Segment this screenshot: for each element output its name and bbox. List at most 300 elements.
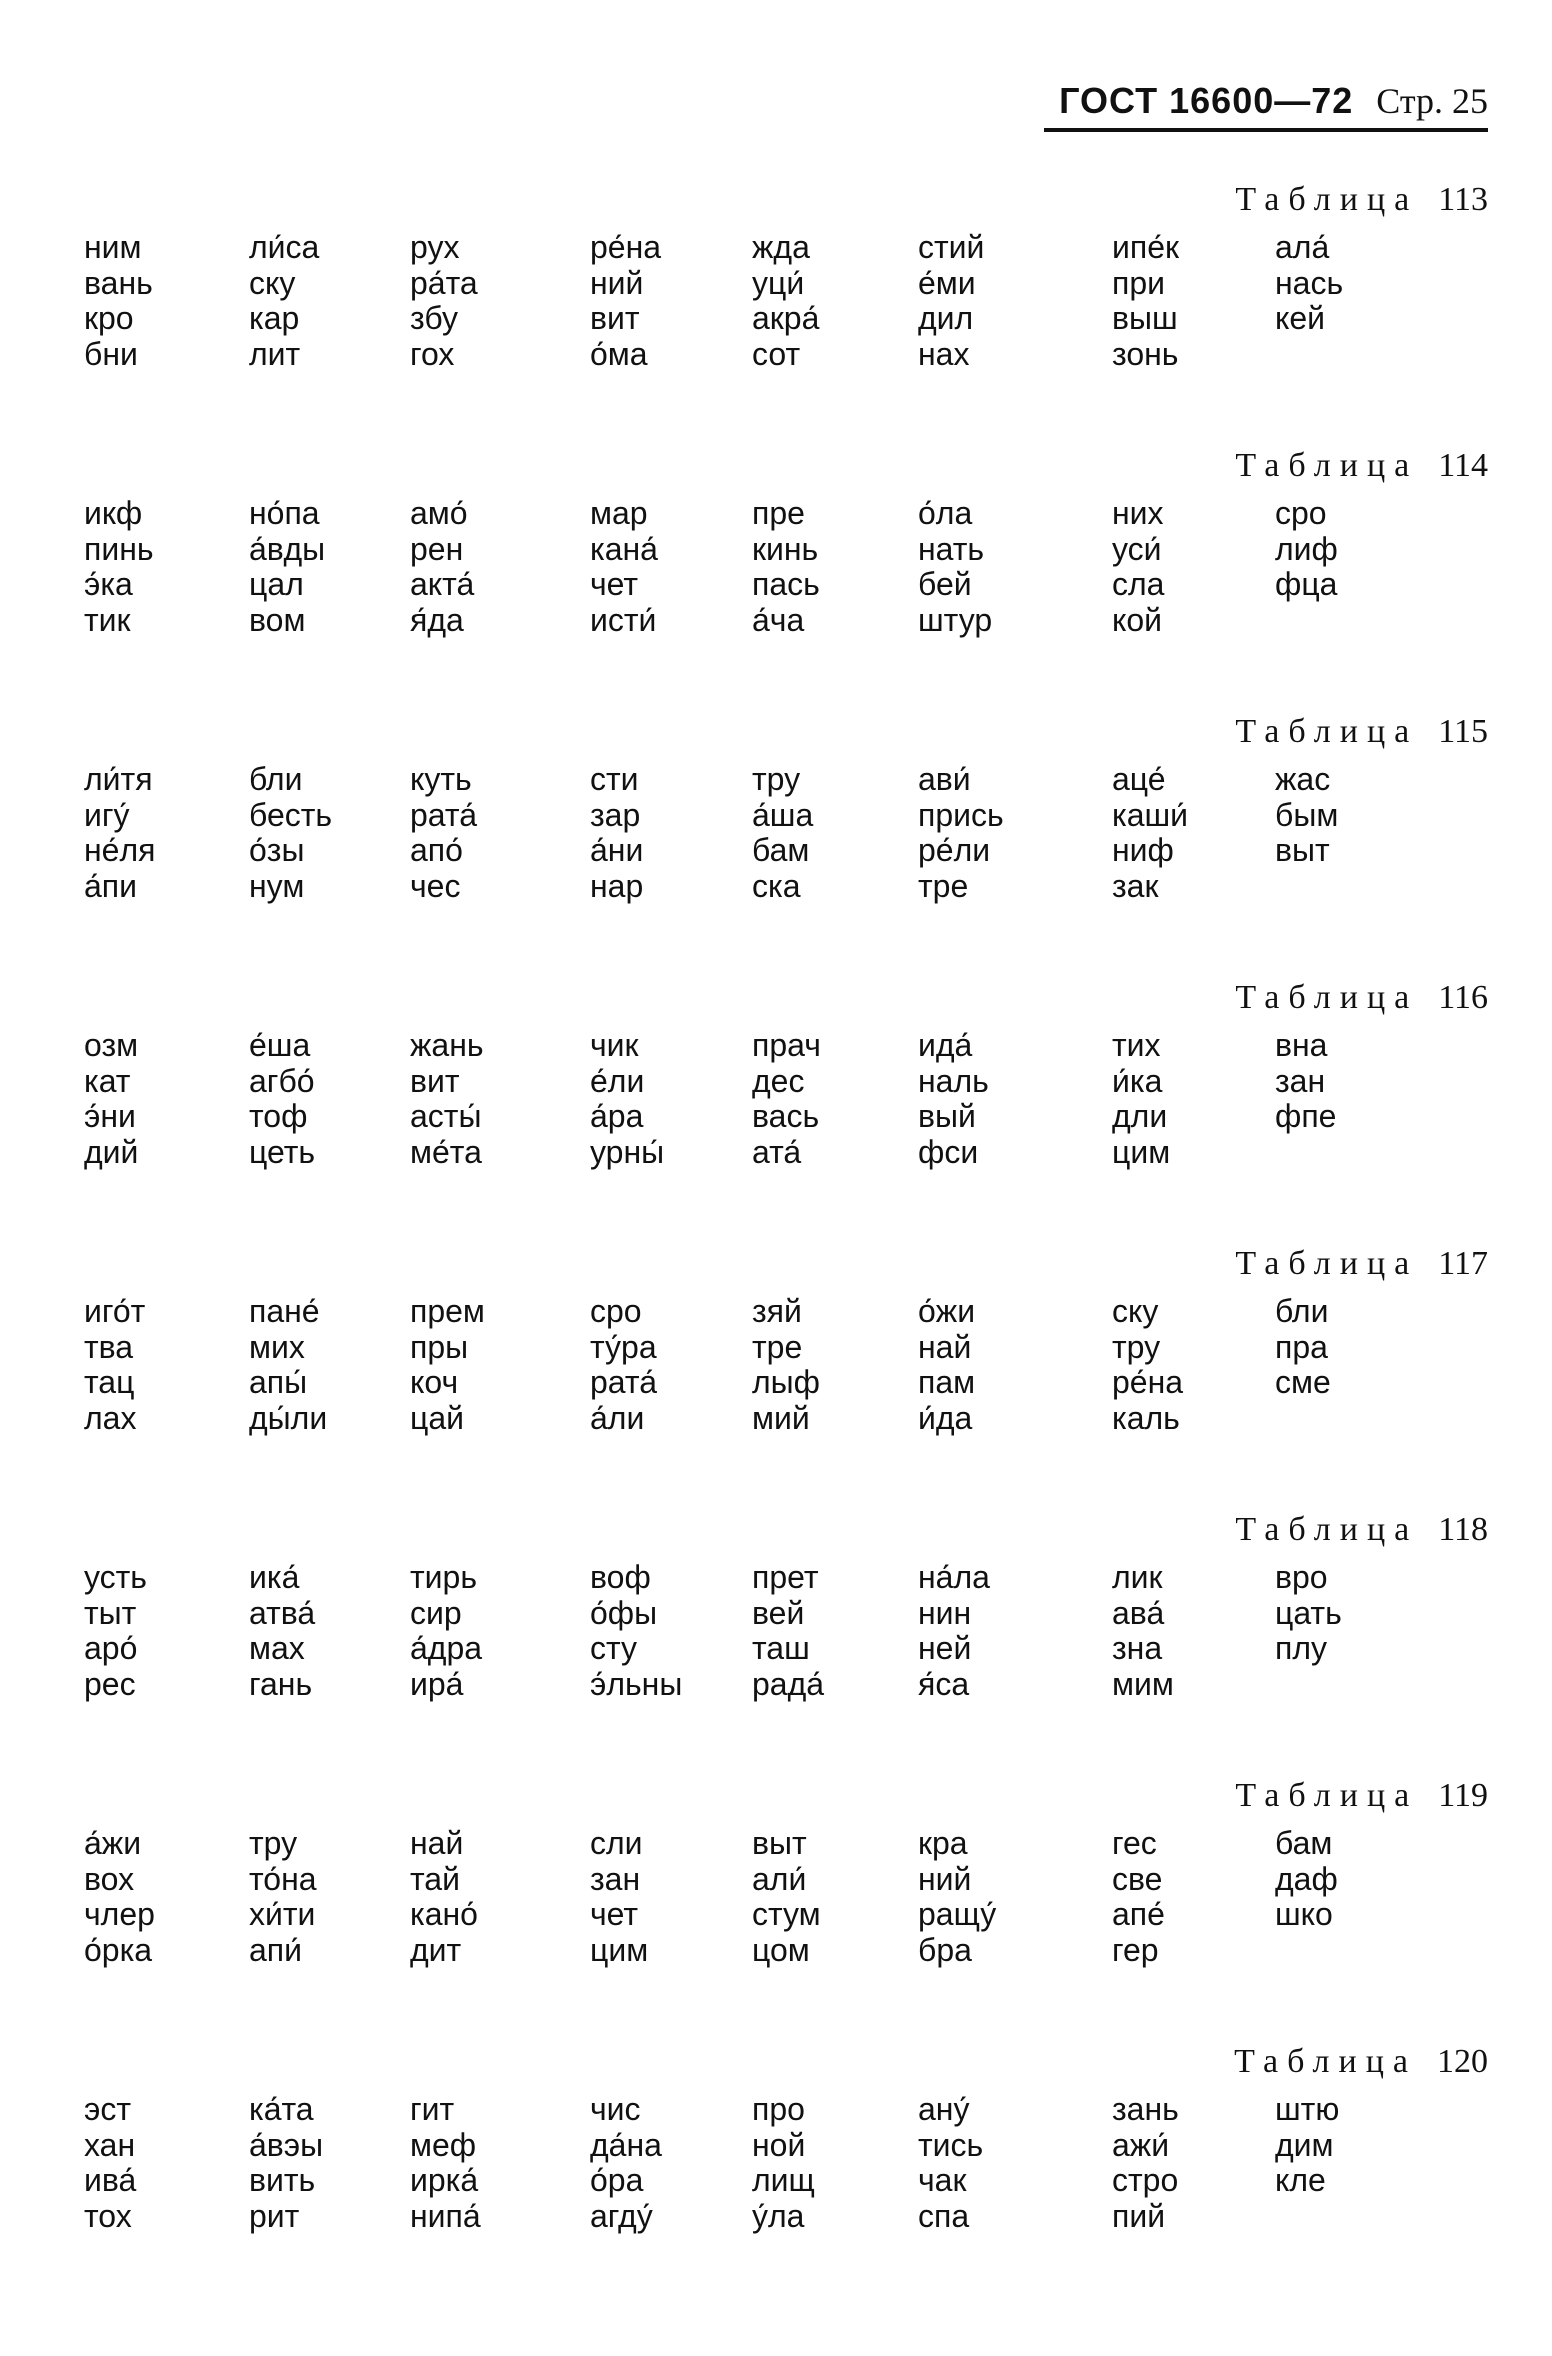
- word-column: [918, 1560, 1078, 1702]
- word-column: [752, 230, 912, 372]
- word-cell: мий: [752, 1399, 810, 1436]
- word-cell: а́пи: [84, 867, 137, 904]
- word-cell: цеть: [249, 1133, 316, 1170]
- word-cell: и́да: [918, 1399, 973, 1436]
- word-cell: уси́: [1112, 530, 1162, 567]
- word-column: [590, 1294, 750, 1436]
- word-cell: рух: [410, 229, 460, 265]
- word-cell: ней: [918, 1630, 972, 1666]
- word-cell: ре́ли: [918, 832, 991, 868]
- word-cell: тик: [84, 601, 131, 638]
- word-cell: цай: [410, 1399, 464, 1436]
- word-column: [590, 1028, 750, 1170]
- word-column: [249, 2092, 409, 2234]
- word-cell: ним: [84, 229, 142, 265]
- word-cell: а́жи: [84, 1825, 142, 1861]
- table-caption-word: Таблица: [1235, 447, 1419, 484]
- word-cell: стум: [752, 1896, 821, 1932]
- word-cell: тись: [918, 2126, 984, 2163]
- word-grid: [0, 1028, 1552, 1228]
- word-cell: усть: [84, 1559, 147, 1595]
- word-cell: тац: [84, 1364, 135, 1400]
- word-cell: пий: [1112, 2197, 1166, 2234]
- word-cell: на́ла: [918, 1559, 990, 1595]
- word-column: [918, 496, 1078, 638]
- word-cell: вом: [249, 601, 306, 638]
- word-cell: прись: [918, 796, 1004, 833]
- word-cell: рес: [84, 1665, 136, 1702]
- word-cell: наль: [918, 1062, 989, 1099]
- word-grid: [0, 762, 1552, 962]
- word-column: [410, 1294, 570, 1436]
- table-caption-word: Таблица: [1235, 979, 1419, 1016]
- word-cell: ра́та: [410, 264, 478, 301]
- word-cell: зан: [1275, 1062, 1326, 1099]
- word-cell: иго́т: [84, 1293, 146, 1329]
- word-cell: то́на: [249, 1860, 317, 1897]
- word-cell: зан: [590, 1860, 641, 1897]
- word-cell: ной: [752, 2126, 806, 2163]
- word-cell: чес: [410, 867, 461, 904]
- word-cell: дий: [84, 1133, 139, 1170]
- word-cell: нум: [249, 867, 305, 904]
- word-cell: кано́: [410, 1896, 478, 1932]
- word-cell: ли́тя: [84, 761, 153, 797]
- word-cell: ску: [1112, 1293, 1159, 1329]
- word-cell: ращу́: [918, 1896, 997, 1932]
- word-column: [84, 1826, 244, 1968]
- word-cell: рата́: [410, 796, 477, 833]
- word-column: [249, 230, 409, 372]
- word-column: [410, 1560, 570, 1702]
- word-cell: вро: [1275, 1559, 1328, 1595]
- word-column: [1112, 496, 1272, 638]
- word-cell: куть: [410, 761, 472, 797]
- word-cell: пась: [752, 566, 820, 602]
- word-cell: ипе́к: [1112, 229, 1179, 265]
- word-cell: о́ла: [918, 495, 973, 531]
- table-caption: [1235, 1776, 1488, 1816]
- word-cell: э́ка: [84, 566, 133, 602]
- word-cell: бесть: [249, 796, 333, 833]
- word-column: [84, 762, 244, 904]
- word-cell: зна: [1112, 1630, 1163, 1666]
- word-cell: исти́: [590, 601, 657, 638]
- word-column: [84, 2092, 244, 2234]
- word-cell: ира́: [410, 1665, 464, 1702]
- word-cell: гес: [1112, 1825, 1157, 1861]
- word-cell: меф: [410, 2126, 477, 2163]
- word-cell: лиф: [1275, 530, 1338, 567]
- word-cell: сро: [590, 1293, 642, 1329]
- table-caption-word: Таблица: [1234, 2043, 1417, 2080]
- word-column: [1112, 1560, 1272, 1702]
- word-column: [590, 496, 750, 638]
- word-cell: зак: [1112, 867, 1159, 904]
- word-cell: ави́: [918, 761, 971, 797]
- word-column: [249, 496, 409, 638]
- word-column: [249, 762, 409, 904]
- word-cell: о́фы: [590, 1594, 658, 1631]
- word-cell: пане́: [249, 1293, 320, 1329]
- word-cell: кой: [1112, 601, 1163, 638]
- word-cell: лах: [84, 1399, 137, 1436]
- word-cell: о́жи: [918, 1293, 976, 1329]
- word-cell: озм: [84, 1027, 139, 1063]
- word-cell: бра: [918, 1931, 972, 1968]
- word-cell: тва: [84, 1328, 134, 1365]
- word-cell: гань: [249, 1665, 313, 1702]
- word-cell: таш: [752, 1630, 810, 1666]
- table-number: 120: [1437, 2043, 1488, 2080]
- word-cell: тре: [752, 1328, 803, 1365]
- word-column: [918, 230, 1078, 372]
- word-cell: пинь: [84, 530, 154, 567]
- word-cell: выш: [1112, 300, 1178, 336]
- word-cell: рата́: [590, 1364, 657, 1400]
- word-cell: дим: [1275, 2126, 1334, 2163]
- word-cell: чис: [590, 2091, 641, 2127]
- word-cell: хан: [84, 2126, 136, 2163]
- word-cell: бли: [1275, 1293, 1329, 1329]
- word-column: [918, 1028, 1078, 1170]
- word-cell: вить: [249, 2162, 316, 2198]
- word-cell: сот: [752, 335, 801, 372]
- word-cell: у́ла: [752, 2197, 805, 2234]
- word-column: [590, 762, 750, 904]
- word-column: [918, 1294, 1078, 1436]
- word-cell: най: [918, 1328, 972, 1365]
- word-cell: стий: [918, 229, 985, 265]
- word-grid: [0, 1294, 1552, 1494]
- word-cell: зань: [1112, 2091, 1179, 2127]
- word-cell: мах: [249, 1630, 305, 1666]
- word-cell: лищ: [752, 2162, 815, 2198]
- word-cell: а́дра: [410, 1630, 483, 1666]
- word-cell: е́ша: [249, 1027, 311, 1063]
- word-column: [1275, 230, 1435, 337]
- word-cell: гер: [1112, 1931, 1159, 1968]
- word-cell: коч: [410, 1364, 459, 1400]
- word-cell: ре́на: [1112, 1364, 1184, 1400]
- word-cell: цал: [249, 566, 304, 602]
- word-cell: амо́: [410, 495, 468, 531]
- word-cell: хи́ти: [249, 1896, 316, 1932]
- word-cell: а́ра: [590, 1098, 644, 1134]
- word-column: [918, 2092, 1078, 2234]
- word-column: [1275, 496, 1435, 603]
- word-cell: е́ми: [918, 264, 976, 301]
- table-number: 114: [1438, 447, 1488, 484]
- word-cell: штур: [918, 601, 993, 638]
- word-cell: прет: [752, 1559, 819, 1595]
- word-cell: тоф: [249, 1098, 308, 1134]
- word-cell: сту: [590, 1630, 638, 1666]
- word-column: [84, 1294, 244, 1436]
- word-cell: ка́та: [249, 2091, 314, 2127]
- word-column: [752, 496, 912, 638]
- word-cell: прач: [752, 1027, 821, 1063]
- word-cell: сир: [410, 1594, 462, 1631]
- standard-number: ГОСТ 16600—72: [1059, 80, 1354, 121]
- word-cell: дил: [918, 300, 974, 336]
- word-cell: акта́: [410, 566, 475, 602]
- word-cell: ний: [918, 1860, 972, 1897]
- word-cell: вит: [590, 300, 640, 336]
- word-cell: э́ни: [84, 1098, 136, 1134]
- word-cell: вей: [752, 1594, 805, 1631]
- word-cell: тру: [249, 1825, 298, 1861]
- word-cell: али́: [752, 1860, 807, 1897]
- table-caption-word: Таблица: [1235, 713, 1419, 750]
- word-cell: дит: [410, 1931, 462, 1968]
- word-cell: а́ли: [590, 1399, 645, 1436]
- word-cell: вань: [84, 264, 153, 301]
- word-cell: ний: [590, 264, 644, 301]
- word-cell: рада́: [752, 1665, 825, 1702]
- table-caption: [1234, 2042, 1488, 2082]
- word-cell: кей: [1275, 300, 1326, 336]
- word-cell: шко: [1275, 1896, 1333, 1932]
- word-cell: бам: [1275, 1825, 1333, 1861]
- word-column: [410, 762, 570, 904]
- word-cell: зонь: [1112, 335, 1179, 372]
- word-cell: мим: [1112, 1665, 1174, 1702]
- word-cell: жда: [752, 229, 810, 265]
- word-cell: бли: [249, 761, 303, 797]
- word-cell: дес: [752, 1062, 805, 1099]
- word-cell: бни: [84, 335, 138, 372]
- word-cell: дли: [1112, 1098, 1168, 1134]
- word-cell: при: [1112, 264, 1165, 301]
- table-caption-word: Таблица: [1235, 1511, 1419, 1548]
- word-cell: сро: [1275, 495, 1327, 531]
- word-column: [1275, 1560, 1435, 1667]
- word-cell: о́ра: [590, 2162, 644, 2198]
- word-cell: но́па: [249, 495, 320, 531]
- page-header: [1044, 78, 1488, 132]
- word-column: [84, 1028, 244, 1170]
- word-cell: кана́: [590, 530, 658, 567]
- word-cell: чет: [590, 566, 639, 602]
- word-cell: чик: [590, 1027, 639, 1063]
- word-cell: чак: [918, 2162, 967, 2198]
- word-cell: ме́та: [410, 1133, 482, 1170]
- table-caption: [1235, 180, 1488, 220]
- word-column: [410, 1826, 570, 1968]
- word-cell: ида́: [918, 1027, 973, 1063]
- word-cell: нах: [918, 335, 970, 372]
- word-table: [0, 978, 1552, 1238]
- word-cell: бей: [918, 566, 972, 602]
- word-cell: гит: [410, 2091, 455, 2127]
- word-table: [0, 1244, 1552, 1504]
- word-column: [1275, 1294, 1435, 1401]
- word-grid: [0, 496, 1552, 696]
- word-cell: каши́: [1112, 796, 1189, 833]
- word-cell: пам: [918, 1364, 976, 1400]
- word-column: [918, 1826, 1078, 1968]
- table-number: 118: [1438, 1511, 1488, 1548]
- word-cell: воф: [590, 1559, 651, 1595]
- table-caption-word: Таблица: [1235, 181, 1419, 218]
- word-column: [752, 2092, 912, 2234]
- word-cell: е́ли: [590, 1062, 645, 1099]
- word-column: [410, 1028, 570, 1170]
- word-column: [752, 1560, 912, 1702]
- word-cell: кинь: [752, 530, 819, 567]
- word-cell: аро́: [84, 1630, 138, 1666]
- word-cell: ива́: [84, 2162, 137, 2198]
- word-column: [249, 1826, 409, 1968]
- word-cell: и́ка: [1112, 1062, 1163, 1099]
- table-number: 116: [1438, 979, 1488, 1016]
- word-column: [752, 1028, 912, 1170]
- word-column: [1112, 1294, 1272, 1436]
- word-cell: тай: [410, 1860, 460, 1897]
- word-cell: бым: [1275, 796, 1339, 833]
- table-caption-word: Таблица: [1235, 1777, 1419, 1814]
- word-cell: фпе: [1275, 1098, 1337, 1134]
- word-cell: лыф: [752, 1364, 820, 1400]
- word-column: [752, 1294, 912, 1436]
- word-column: [918, 762, 1078, 904]
- word-grid: [0, 1560, 1552, 1760]
- word-grid: [0, 230, 1552, 430]
- word-cell: кат: [84, 1062, 131, 1099]
- word-cell: эст: [84, 2091, 131, 2127]
- word-cell: аце́: [1112, 761, 1166, 797]
- word-cell: игу́: [84, 796, 130, 833]
- word-cell: выт: [752, 1825, 807, 1861]
- word-cell: ата́: [752, 1133, 802, 1170]
- word-column: [1275, 762, 1435, 869]
- word-cell: ниф: [1112, 832, 1174, 868]
- word-cell: апо́: [410, 832, 463, 868]
- word-cell: них: [1112, 495, 1164, 531]
- word-cell: лит: [249, 335, 301, 372]
- word-cell: да́на: [590, 2126, 662, 2163]
- word-column: [1275, 2092, 1435, 2199]
- word-cell: я́са: [918, 1665, 970, 1702]
- word-cell: лик: [1112, 1559, 1163, 1595]
- word-cell: ала́: [1275, 229, 1330, 265]
- word-column: [590, 1560, 750, 1702]
- word-cell: вох: [84, 1860, 135, 1897]
- word-cell: чет: [590, 1896, 639, 1932]
- table-caption: [1235, 712, 1488, 752]
- word-cell: ажи́: [1112, 2126, 1170, 2163]
- word-cell: акра́: [752, 300, 820, 336]
- word-column: [1112, 230, 1272, 372]
- table-number: 117: [1438, 1245, 1488, 1282]
- word-cell: жас: [1275, 761, 1331, 797]
- word-cell: сти: [590, 761, 639, 797]
- word-cell: ли́са: [249, 229, 320, 265]
- word-cell: пра: [1275, 1328, 1328, 1365]
- word-cell: икф: [84, 495, 143, 531]
- word-cell: нин: [918, 1594, 972, 1631]
- word-cell: выт: [1275, 832, 1330, 868]
- word-cell: прем: [410, 1293, 485, 1329]
- word-cell: ану́: [918, 2091, 970, 2127]
- word-column: [249, 1294, 409, 1436]
- word-cell: нипа́: [410, 2197, 481, 2234]
- word-column: [84, 1560, 244, 1702]
- word-cell: не́ля: [84, 832, 156, 868]
- word-cell: тре: [918, 867, 969, 904]
- word-cell: асты́: [410, 1098, 482, 1134]
- word-cell: стро: [1112, 2162, 1179, 2198]
- table-caption-word: Таблица: [1235, 1245, 1419, 1282]
- word-grid: [0, 2092, 1552, 2292]
- word-column: [84, 496, 244, 638]
- word-cell: вый: [918, 1098, 976, 1134]
- word-table: [0, 1776, 1552, 2036]
- word-column: [1112, 1028, 1272, 1170]
- word-cell: а́ча: [752, 601, 805, 638]
- word-column: [410, 230, 570, 372]
- table-caption: [1235, 446, 1488, 486]
- word-cell: кра: [918, 1825, 968, 1861]
- word-cell: о́рка: [84, 1931, 153, 1968]
- table-caption: [1235, 1510, 1488, 1550]
- word-cell: зяй: [752, 1293, 802, 1329]
- word-cell: э́льны: [590, 1665, 683, 1702]
- word-column: [752, 1826, 912, 1968]
- word-table: [0, 446, 1552, 706]
- word-column: [249, 1028, 409, 1170]
- word-grid: [0, 1826, 1552, 2026]
- word-column: [1275, 1826, 1435, 1933]
- word-cell: о́ма: [590, 335, 648, 372]
- word-cell: рит: [249, 2197, 300, 2234]
- word-column: [1112, 2092, 1272, 2234]
- word-table: [0, 180, 1552, 440]
- word-cell: тих: [1112, 1027, 1161, 1063]
- word-cell: нась: [1275, 264, 1344, 301]
- word-cell: жань: [410, 1027, 484, 1063]
- word-cell: а́ни: [590, 832, 644, 868]
- word-cell: нар: [590, 867, 644, 904]
- word-table: [0, 712, 1552, 972]
- word-cell: вна: [1275, 1027, 1328, 1063]
- word-cell: ава́: [1112, 1594, 1165, 1631]
- word-cell: члер: [84, 1896, 155, 1932]
- word-cell: про: [752, 2091, 805, 2127]
- word-column: [84, 230, 244, 372]
- word-cell: ре́на: [590, 229, 662, 265]
- word-cell: цать: [1275, 1594, 1342, 1631]
- word-column: [410, 2092, 570, 2234]
- word-cell: тру: [752, 761, 801, 797]
- word-cell: спа: [918, 2197, 970, 2234]
- table-caption: [1235, 978, 1488, 1018]
- word-cell: рен: [410, 530, 464, 567]
- word-cell: атва́: [249, 1594, 316, 1631]
- word-cell: агбо́: [249, 1062, 315, 1099]
- word-cell: цим: [590, 1931, 649, 1968]
- word-cell: апы́: [249, 1364, 308, 1400]
- word-cell: урны́: [590, 1133, 665, 1170]
- word-cell: ирка́: [410, 2162, 479, 2198]
- word-cell: апи́: [249, 1931, 302, 1968]
- word-cell: уци́: [752, 264, 805, 301]
- word-cell: апе́: [1112, 1896, 1165, 1932]
- word-cell: фца: [1275, 566, 1338, 602]
- word-cell: штю: [1275, 2091, 1340, 2127]
- word-cell: пры: [410, 1328, 469, 1365]
